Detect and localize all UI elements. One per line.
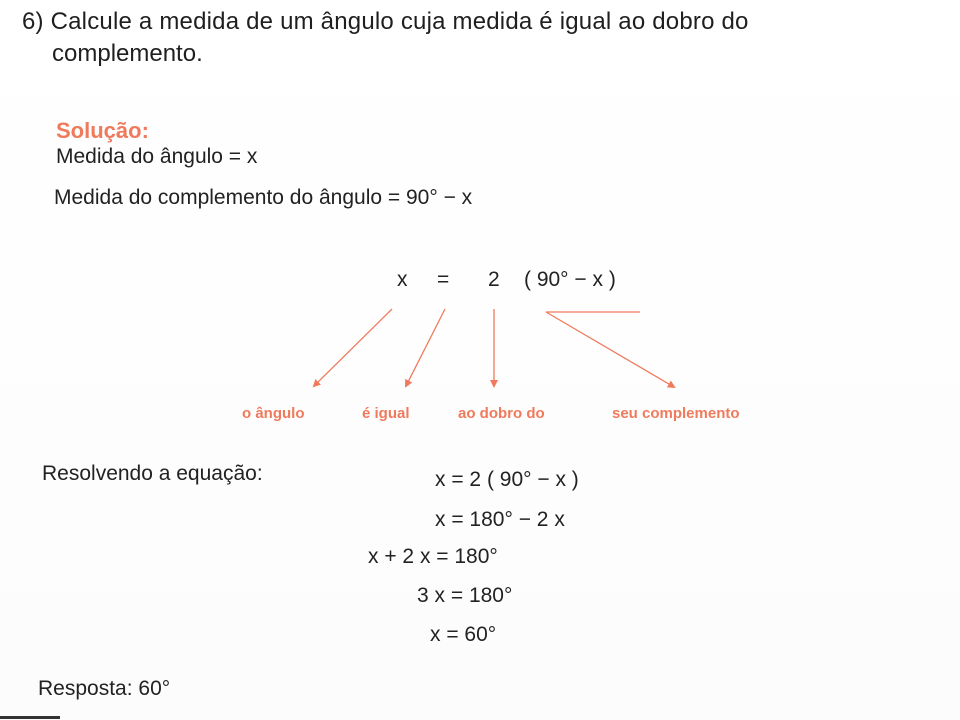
step-5: x = 60° xyxy=(430,623,497,646)
step-2: x = 180° − 2 x xyxy=(435,508,565,531)
annotation-o-angulo: o ângulo xyxy=(242,405,305,422)
arrow-to-complemento xyxy=(546,312,674,387)
step-4: 3 x = 180° xyxy=(417,584,513,607)
solving-label: Resolvendo a equação: xyxy=(42,462,263,485)
arrow-to-o-angulo xyxy=(314,309,392,386)
main-equation-parenthesis: ( 90° − x ) xyxy=(524,268,616,291)
definition-complement: Medida do complemento do ângulo = 90° − x xyxy=(54,186,473,209)
arrow-to-e-igual xyxy=(406,309,445,386)
annotation-seu-complemento: seu complemento xyxy=(612,405,740,422)
main-equation-lhs: x xyxy=(397,268,408,291)
problem-statement-line1: 6) Calcule a medida de um ângulo cuja medida é igual ao dobro do xyxy=(22,8,749,35)
main-equation-coefficient: 2 xyxy=(488,268,500,291)
definition-angle: Medida do ângulo = x xyxy=(56,145,258,168)
annotation-ao-dobro: ao dobro do xyxy=(458,405,545,422)
problem-statement-line2: complemento. xyxy=(52,40,203,67)
solution-title: Solução: xyxy=(56,118,149,143)
bottom-divider xyxy=(0,716,60,719)
answer: Resposta: 60° xyxy=(38,677,171,700)
step-1: x = 2 ( 90° − x ) xyxy=(435,468,579,491)
annotation-e-igual: é igual xyxy=(362,405,410,422)
main-equation-equals: = xyxy=(437,268,450,291)
step-3: x + 2 x = 180° xyxy=(368,545,498,568)
